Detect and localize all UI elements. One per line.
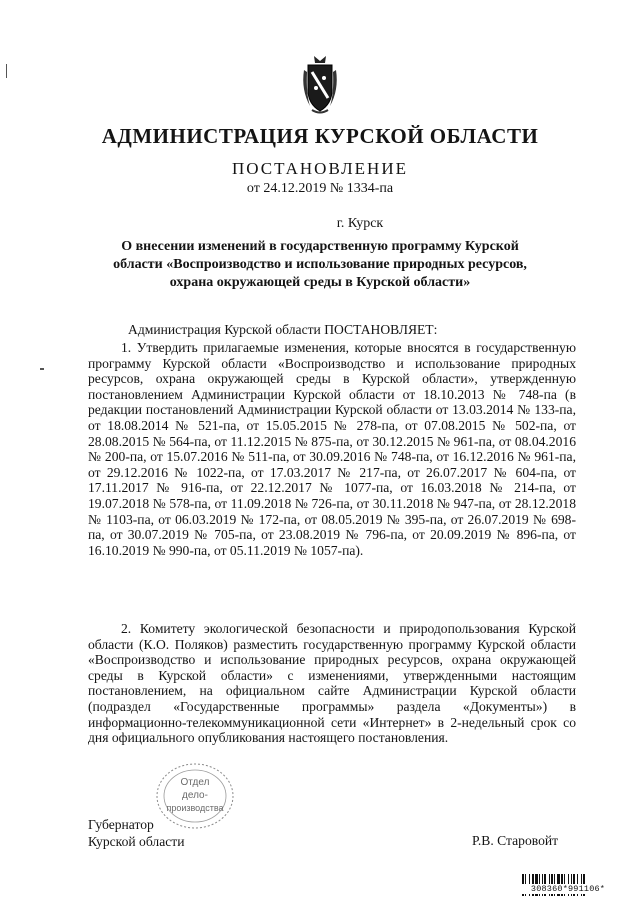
- barcode-number: 308360*991106*: [519, 884, 617, 894]
- stamp-line: производства: [166, 803, 224, 813]
- signatory-title: [88, 816, 185, 850]
- stamp-line: Отдел: [180, 777, 210, 788]
- subject-line: области «Воспроизводство и использование природных ресурсов,: [113, 257, 527, 272]
- scan-mark: [6, 64, 7, 78]
- subject-line: охрана окружающей среды в Курской области»: [169, 275, 471, 290]
- scan-mark: [40, 368, 44, 370]
- document-subject: [60, 238, 580, 292]
- stamp-line: дело-: [182, 790, 208, 801]
- document-type: ПОСТАНОВЛЕНИЕ: [231, 159, 408, 178]
- kursk-coat-of-arms-icon: [300, 54, 340, 116]
- paragraph-1: 1. Утвердить прилагаемые изменения, которые вносятся в государственную программу Курской области «Воспроизводство и использование природных ресурсов, охрана окружающей среды в Курской области», утвержденную постановлением Администрации Курской области от 18.10.2013 № 748-па (в редакции постановлений Администрации Курской области от 13.03.2014 № 133-па, от 18.08.2014 № 521-па, от 15.05.2015 № 278-па, от 07.08.2015 № 502-па, от 28.08.2015 № 564-па, от 11.12.2015 № 875-па, от 30.12.2015 № 961-па, от 08.04.2016 № 200-па, от 15.07.2016 № 511-па, от 30.09.2016 № 748-па, от 16.12.2016 № 961-па, от 29.12.2016 № 1022-па, от 17.03.2017 № 217-па, от 26.07.2017 № 604-па, от 17.11.2017 № 916-па, от 22.12.2017 № 1077-па, от 16.03.2018 № 214-па, от 19.07.2018 № 578-па, от 11.09.2018 № 726-па, от 30.11.2018 № 947-па, от 28.12.2018 № 1103-па, от 06.03.2019 № 172-па, от 08.05.2019 № 395-па, от 26.07.2019 № 698-па, от 30.07.2019 № 705-па, от 23.08.2019 № 796-па, от 20.09.2019 № 896-па, от 16.10.2019 № 990-па, от 05.11.2019 № 1057-па).: [88, 340, 576, 558]
- signatory-name: Р.В. Старовойт: [472, 833, 559, 848]
- resolution-lead: Администрация Курской области ПОСТАНОВЛЯЕТ:: [128, 322, 438, 337]
- signatory-title-line: Губернатор: [88, 817, 154, 832]
- subject-line: О внесении изменений в государственную программу Курской: [121, 239, 519, 254]
- paragraph-2: 2. Комитету экологической безопасности и природопользования Курской области (К.О. Поляков) разместить государственную программу Курской области «Воспроизводство и использование природных ресурсов, охрана окружающей среды в Курской области» с изменениями, утвержденными настоящим постановлением, на официальном сайте Администрации Курской области (подраздел «Государственные программы» раздела «Документы») в информационно-телекоммуникационной сети «Интернет» в 2-недельный срок со дня официального опубликования настоящего постановления.: [88, 621, 576, 746]
- city: г. Курск: [336, 216, 384, 231]
- organization-title: АДМИНИСТРАЦИЯ КУРСКОЙ ОБЛАСТИ: [101, 124, 539, 148]
- signatory-title-line: Курской области: [88, 834, 185, 849]
- date-number: от 24.12.2019 № 1334-па: [246, 181, 394, 196]
